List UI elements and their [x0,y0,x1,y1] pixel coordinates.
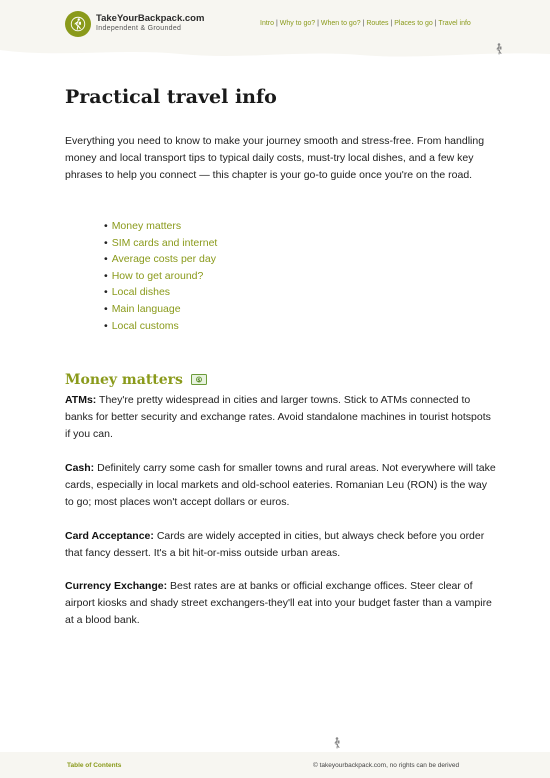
paragraph-cash [65,460,497,511]
nav-separator: | [390,20,393,27]
paragraph-card-acceptance [65,528,497,562]
nav-separator: | [434,20,437,27]
nav-separator: | [275,20,278,27]
nav-link-places-to-go[interactable]: Places to go [394,20,433,27]
toc-link-average-costs[interactable]: • Average costs per day [112,251,217,268]
copyright-notice: © takeyourbackpack.com, no rights can be derived [313,762,460,769]
brand-name[interactable]: TakeYourBackpack.com [96,13,205,24]
paragraph-label: Card Acceptance: [65,530,154,542]
toc-link-local-dishes[interactable]: • Local dishes [112,284,217,301]
toc-link-getting-around[interactable]: • How to get around? [112,268,217,285]
paragraph-label: Cash: [65,462,95,474]
paragraph-text: Best rates are at banks or official exchange offices. Steer clear of airport kiosks and shady street exchangers-they'll eat into your budget faster than a vampire at a blood bank. [65,580,492,626]
hiker-globe-icon [69,15,87,33]
top-navigation [260,20,471,27]
intro-paragraph: Everything you need to know to make your journey smooth and stress-free. From handling money and local transport tips to typical daily costs, must-try local dishes, and a few key phrases to help you connect — this chapter is your go-to guide once you're on the road. [65,135,485,181]
hiker-icon [494,43,504,55]
header-wave-divider [0,48,550,62]
table-of-contents-link[interactable]: Table of Contents [67,762,122,769]
paragraph-label: ATMs: [65,394,97,406]
nav-link-why-to-go[interactable]: Why to go? [279,20,316,27]
toc-link-main-language[interactable]: • Main language [112,301,217,318]
paragraph-text: Cards are widely accepted in cities, but always check before you order that fancy dessert. It's a bit hit-or-miss outside urban areas. [65,530,485,559]
money-icon [191,374,207,385]
section-heading [65,372,207,388]
nav-separator: | [317,20,319,27]
paragraph-text: They're pretty widespread in cities and larger towns. Stick to ATMs connected to banks for better security and exchange rates. Avoid standalone machines in tourist hotspots if you can. [65,394,491,440]
toc-link-money-matters[interactable]: • Money matters [112,218,217,235]
brand-logo[interactable] [65,11,91,37]
nav-link-when-to-go[interactable]: When to go? [320,20,361,27]
svg-text:$: $ [197,378,201,384]
brand-tagline: Independent & Grounded [96,25,182,32]
nav-link-travel-info[interactable]: Travel info [438,20,471,27]
hiker-icon [332,737,342,749]
nav-separator: | [362,20,365,27]
paragraph-atms [65,392,497,443]
section-link-list [104,218,217,334]
page-title: Practical travel info [65,86,277,108]
toc-link-local-customs[interactable]: • Local customs [112,318,217,335]
toc-link-sim-cards[interactable]: • SIM cards and internet [112,235,217,252]
paragraph-label: Currency Exchange: [65,580,168,592]
paragraph-currency-exchange [65,578,497,629]
section-heading-text: Money matters [65,372,183,388]
paragraph-text: Definitely carry some cash for smaller towns and rural areas. Not everywhere will take cards, especially in local markets and old-school eateries. Romanian Leu (RON) is the way to go; most places won't accept dollars or euros. [65,462,496,508]
nav-link-routes[interactable]: Routes [366,20,389,27]
nav-link-intro[interactable]: Intro [260,20,275,27]
